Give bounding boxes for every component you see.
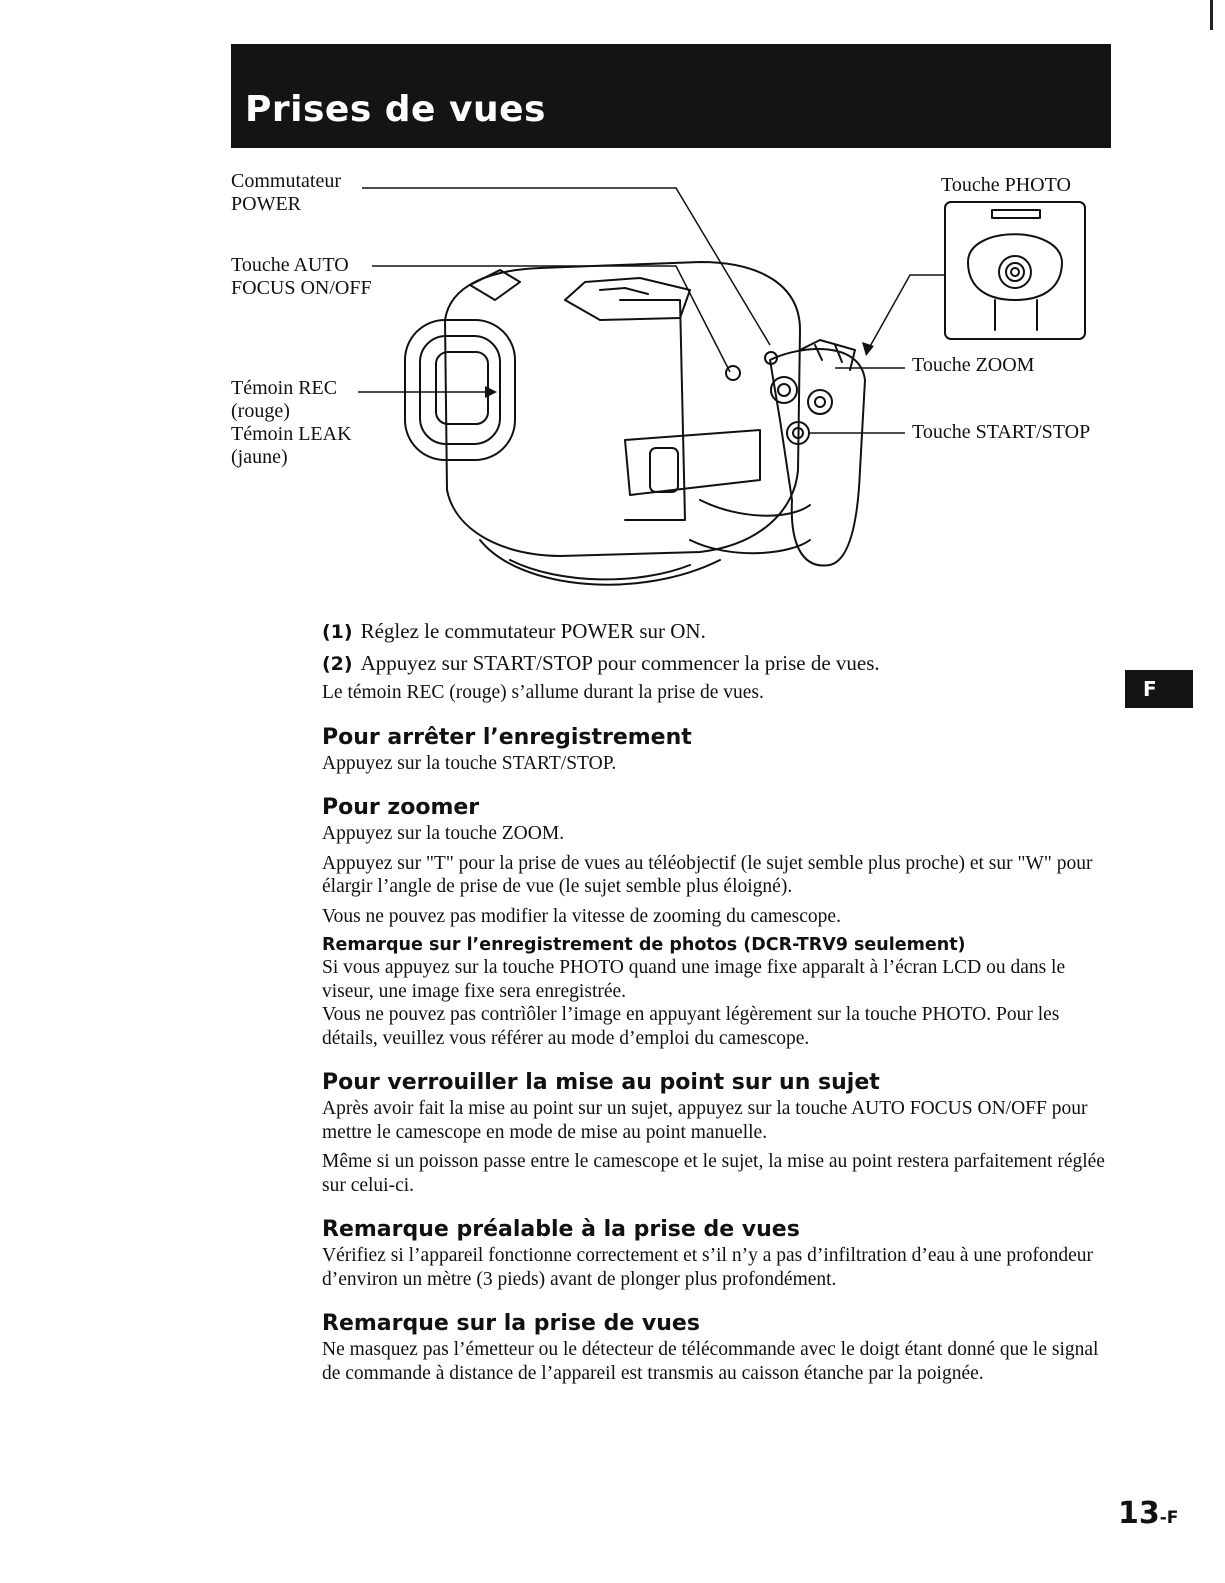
grip-handle: [770, 349, 865, 566]
section-heading-stop: Pour arrêter l’enregistrement: [322, 724, 692, 750]
paragraph: Ne masquez pas l’émetteur ou le détecteur de télécommande avec le doigt étant donné que le signal de commande à distance de l’appareil est transmis au caisson étanche par la poignée.: [322, 1339, 1099, 1384]
label-rec-leak: [231, 377, 352, 469]
section-heading-zoom: Pour zoomer: [322, 795, 480, 820]
step-text: Réglez le commutateur POWER sur ON.: [360, 619, 706, 643]
eyepiece: [405, 320, 515, 460]
label-start-stop: [912, 421, 1090, 444]
step-number: (1): [322, 621, 353, 643]
label-power: [231, 170, 341, 216]
step-1: [322, 617, 1112, 646]
paragraph: Si vous appuyez sur la touche PHOTO quand une image fixe apparalt à l’écran LCD ou dans le viseur, une image fixe sera enregistrée.: [322, 957, 1066, 1002]
label-line: Touche PHOTO: [941, 174, 1071, 196]
paragraph: Vous ne pouvez pas contrìôler l’image en appuyant légèrement sur la touche PHOTO. Pour les détails, veuillez vous référer au mode d’emploi du camescope.: [322, 1004, 1060, 1049]
label-line: Témoin LEAK: [231, 423, 352, 445]
paragraph: Vérifiez si l’appareil fonctionne correctement et s’il n’y a pas d’infiltration d’eau à une profondeur d’environ un mètre (3 pieds) avant de plonger plus profondément.: [322, 1245, 1094, 1290]
body-content: [322, 617, 1112, 1391]
section-heading-prelim: Remarque préalable à la prise de vues: [322, 1217, 800, 1242]
page-title: Prises de vues: [245, 89, 546, 130]
label-line: FOCUS ON/OFF: [231, 277, 372, 299]
page-number: [1118, 1496, 1178, 1531]
label-zoom: [912, 354, 1034, 377]
label-auto-focus: [231, 254, 372, 300]
paragraph: Même si un poisson passe entre le camescope et le sujet, la mise au point restera parfaitement réglée sur celui-ci.: [322, 1151, 1105, 1196]
page-number-main: 13: [1118, 1496, 1160, 1531]
label-line: Touche ZOOM: [912, 354, 1035, 376]
step-text: Appuyez sur START/STOP pour commencer la prise de vues.: [360, 651, 880, 675]
label-line: POWER: [231, 193, 301, 215]
paragraph: Appuyez sur "T" pour la prise de vues au téléobjectif (le sujet semble plus proche) et sur "W" pour élargir l’angle de prise de vue (le sujet semble plus éloigné).: [322, 852, 1093, 897]
section-heading-shooting: Remarque sur la prise de vues: [322, 1311, 700, 1336]
remark-heading-photo: Remarque sur l’enregistrement de photos (DCR-TRV9 seulement): [322, 935, 966, 955]
intro-note: Le témoin REC (rouge) s’allume durant la prise de vues.: [322, 682, 764, 703]
label-line: (jaune): [231, 446, 288, 468]
page-number-suffix: -F: [1159, 1508, 1179, 1528]
language-tab: F: [1125, 670, 1193, 708]
label-line: Commutateur: [231, 170, 341, 192]
paragraph: Vous ne pouvez pas modifier la vitesse de zooming du camescope.: [322, 905, 841, 927]
paragraph: Après avoir fait la mise au point sur un sujet, appuyez sur la touche AUTO FOCUS ON/OFF pour mettre le camescope en mode de mise au point manuelle.: [322, 1098, 1088, 1143]
label-line: (rouge): [231, 400, 290, 422]
label-line: Touche START/STOP: [912, 421, 1091, 443]
step-2: [322, 649, 1112, 678]
section-heading-focus: Pour verrouiller la mise au point sur un sujet: [322, 1070, 880, 1095]
camcorder-illustration: [0, 0, 1225, 620]
label-line: Témoin REC: [231, 377, 338, 399]
paragraph: Appuyez sur la touche START/STOP.: [322, 752, 617, 774]
label-line: Touche AUTO: [231, 254, 349, 276]
photo-button-inset: [945, 202, 1085, 339]
paragraph: Appuyez sur la touche ZOOM.: [322, 823, 565, 844]
step-number: (2): [322, 653, 353, 675]
label-photo: [941, 174, 1071, 197]
